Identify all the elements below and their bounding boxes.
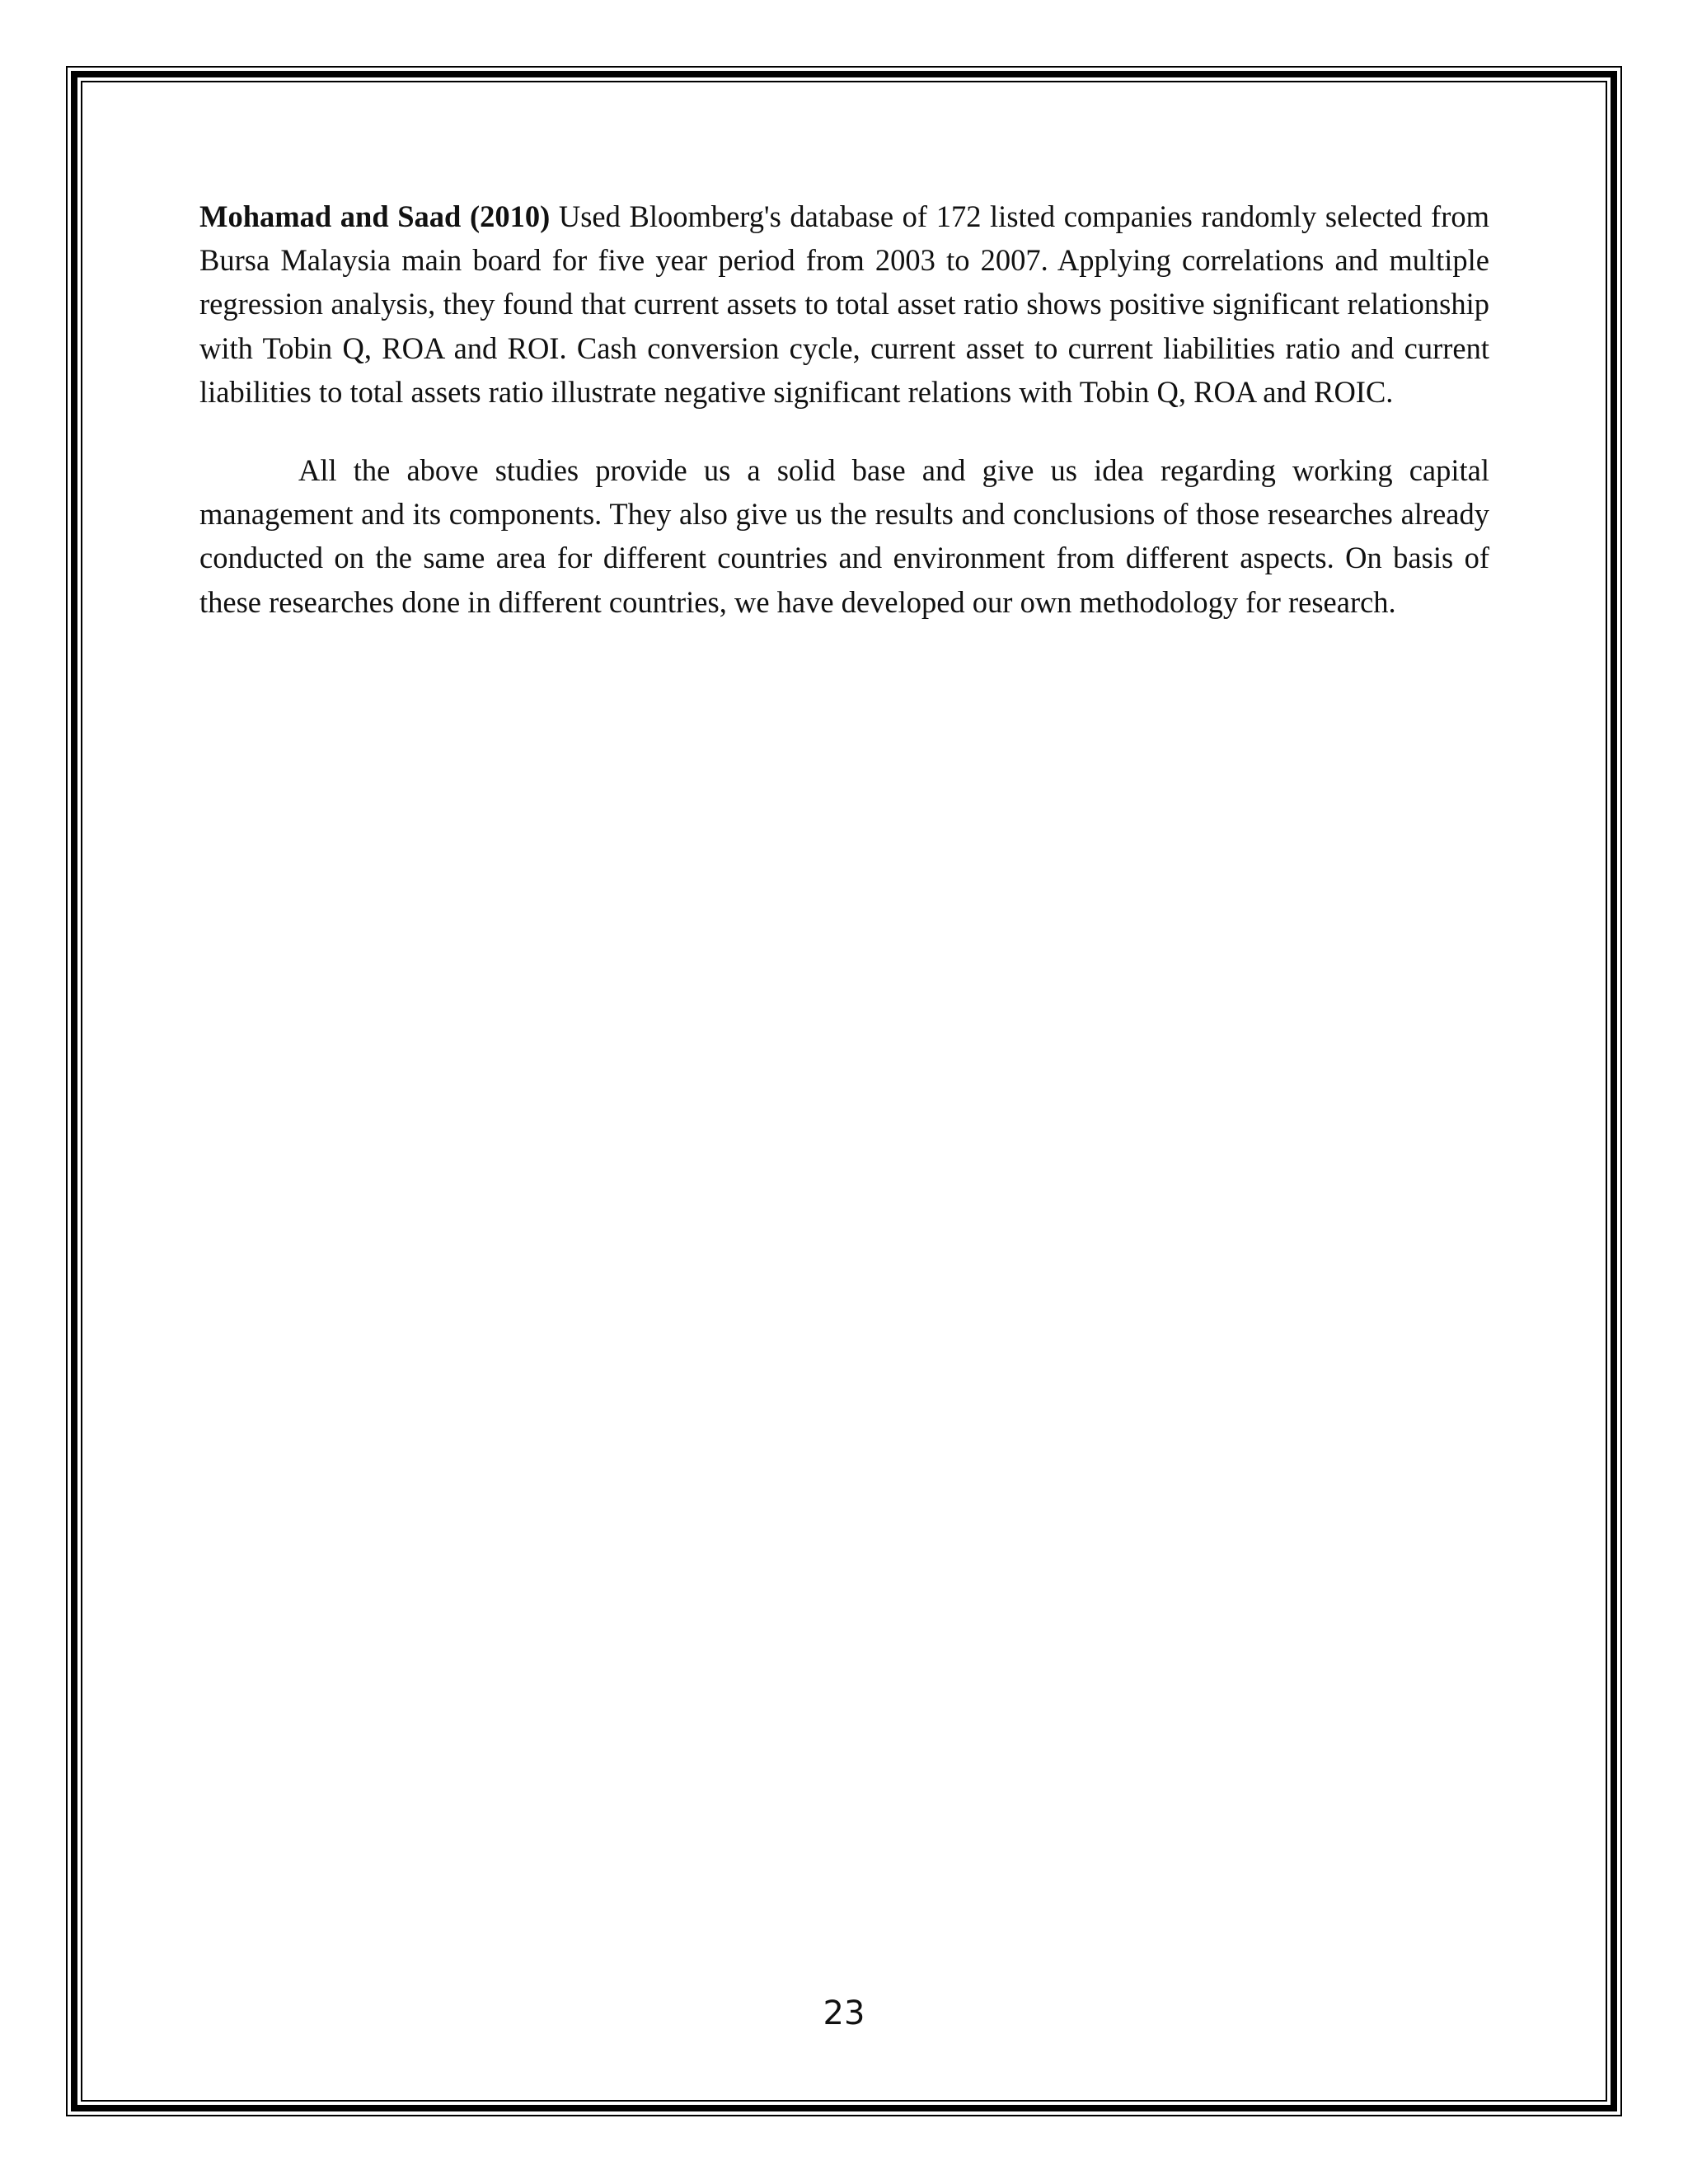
paragraph-text: Used Bloomberg's database of 172 listed companies randomly selected from Bursa Malaysia main board for five year period from 2003 to 2007. Applying correlations and multiple regression analysis, they found that current assets to total asset ratio shows positive significant relationship with Tobin Q, ROA and ROI. Cash conversion cycle, current asset to current liabilities ratio and current liabilities to total assets ratio illustrate negative significant relations with Tobin Q, ROA and ROIC.: [199, 199, 1489, 409]
document-body: [199, 194, 1489, 624]
page-number: 23: [823, 1994, 865, 2032]
paragraph-summary: All the above studies provide us a solid base and give us idea regarding working capital management and its components. They also give us the results and conclusions of those researches already conducted on the same area for different countries and environment from different aspects. On basis of these researches done in different countries, we have developed our own methodology for research.: [199, 453, 1489, 619]
paragraph-literature-review: [199, 194, 1489, 414]
citation-lead: Mohamad and Saad (2010): [199, 199, 551, 233]
